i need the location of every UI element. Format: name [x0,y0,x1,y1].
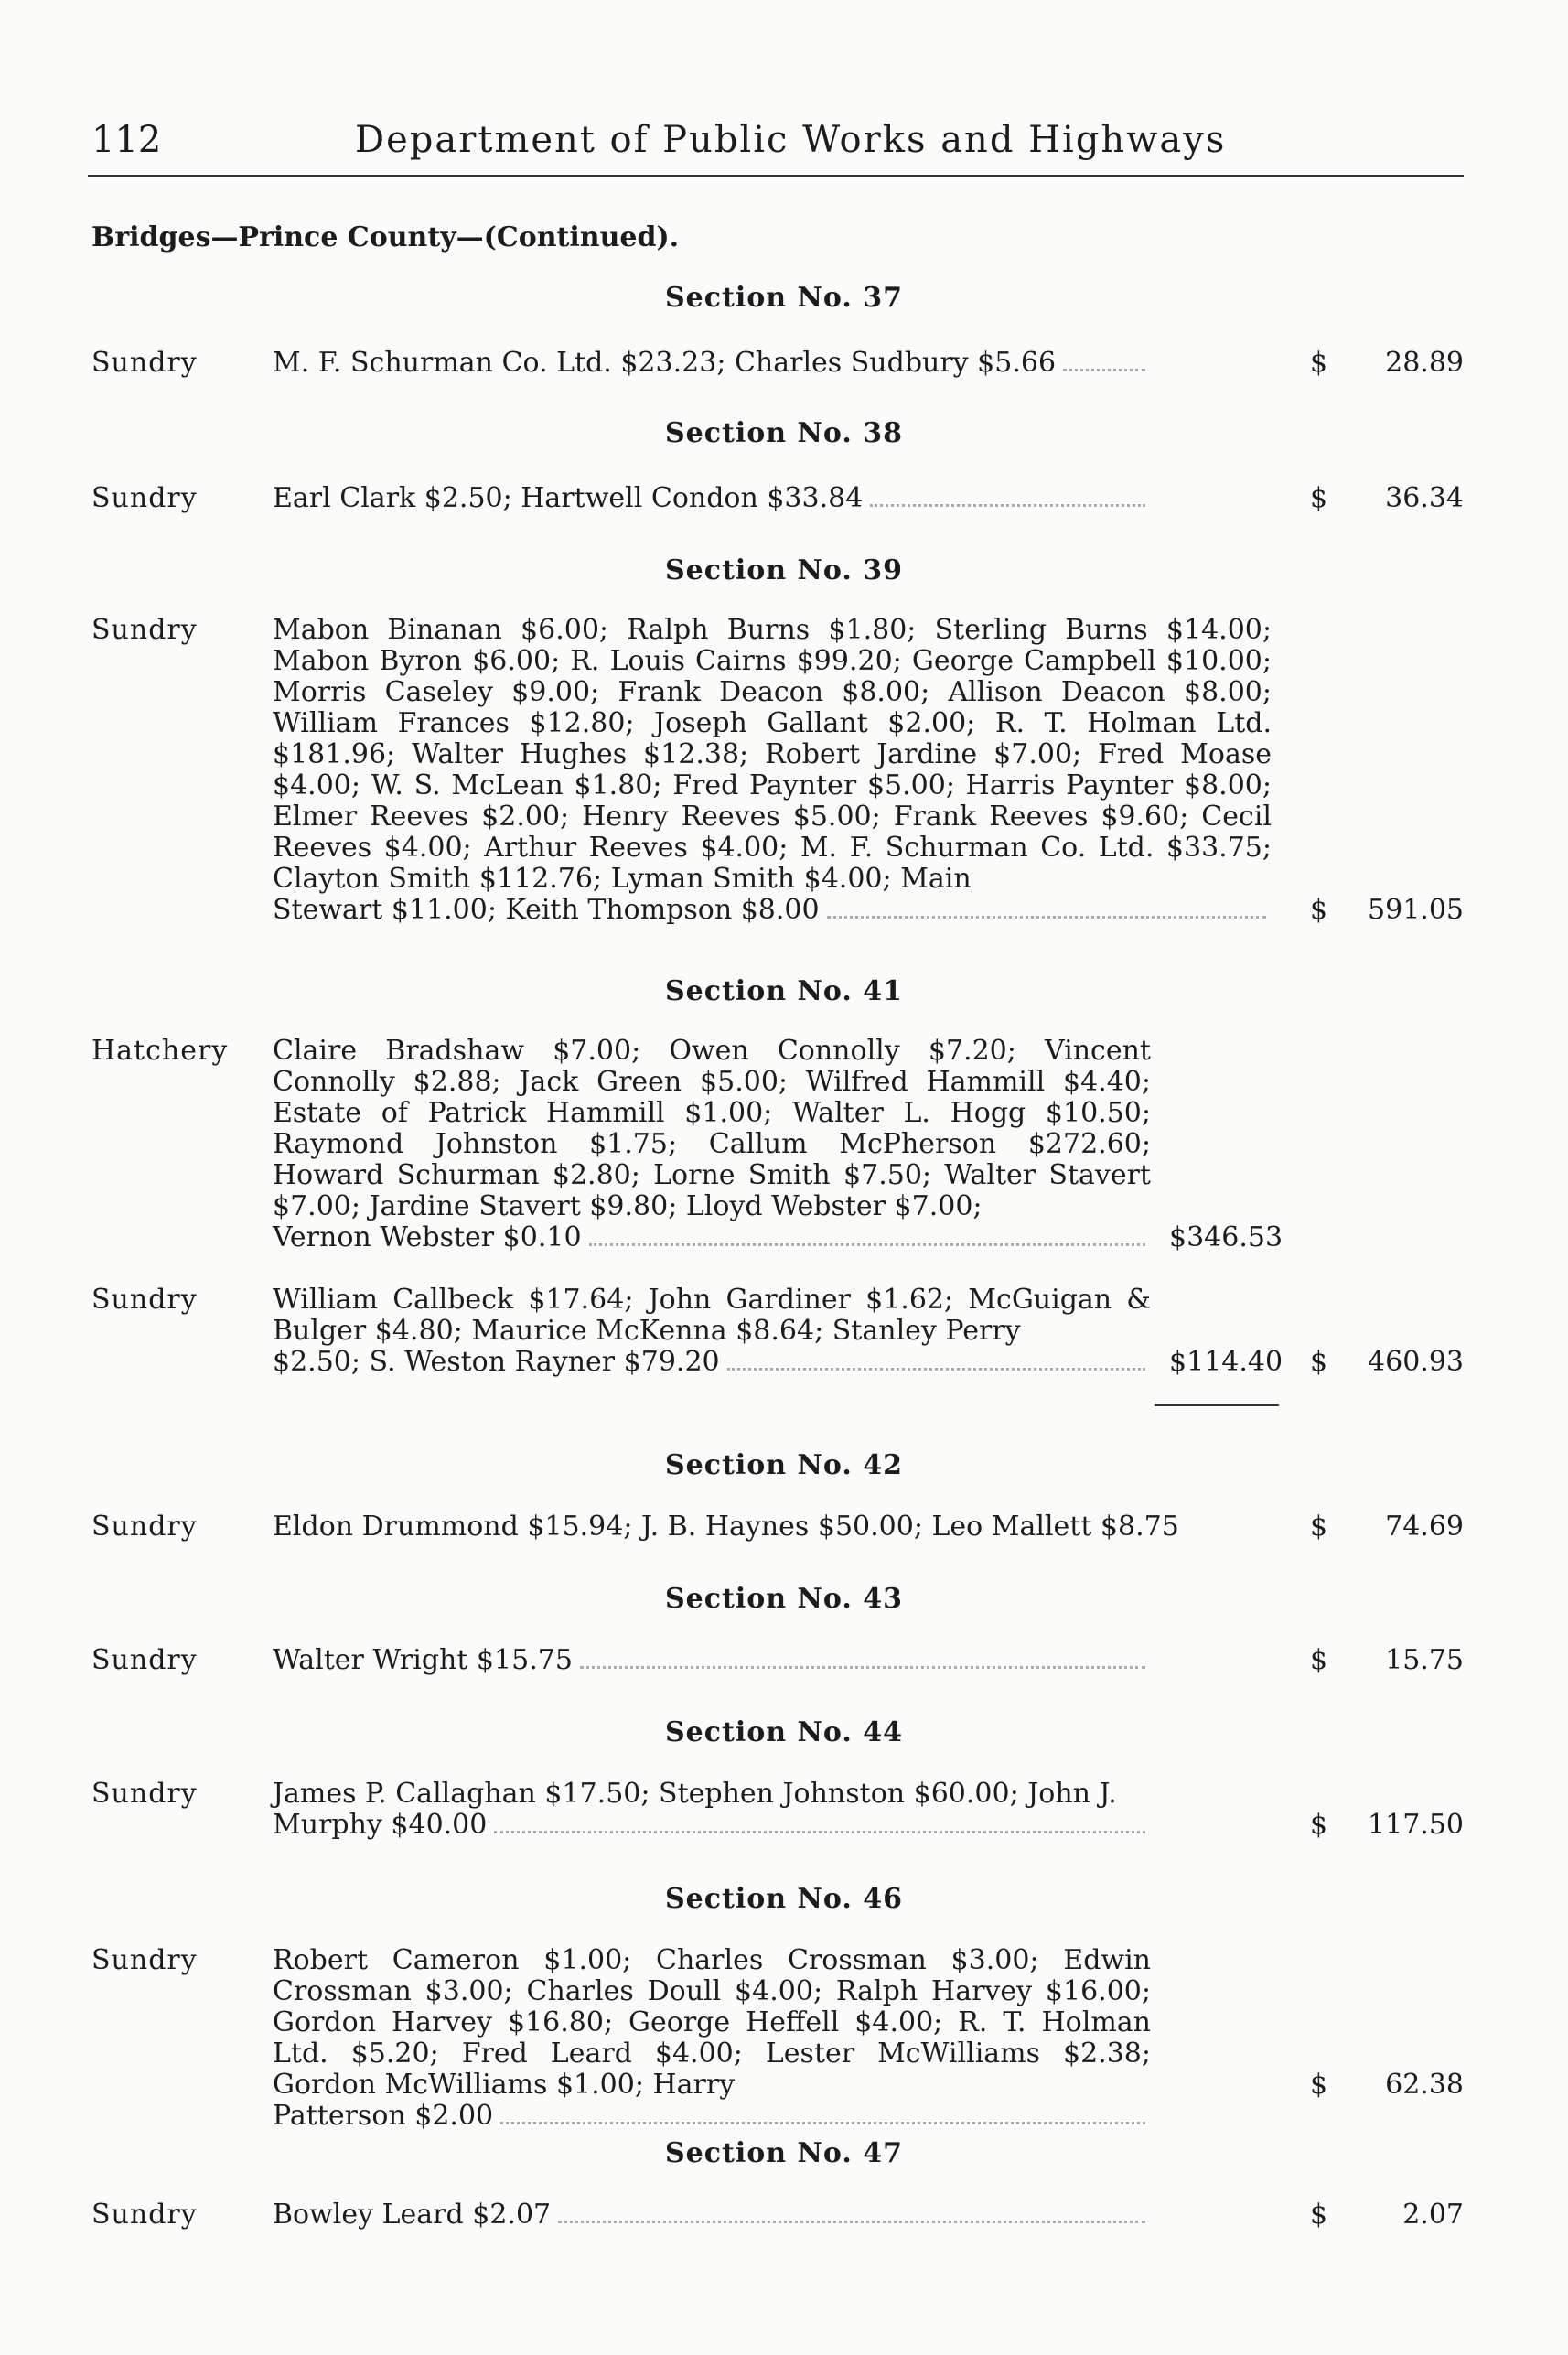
dollar-sign: $ [1310,1644,1328,1676]
entry-text-body: Mabon Binanan $6.00; Ralph Burns $1.80; Sterling Burns $14.00; Mabon Byron $6.00; R. Louis Cairns $99.20; George Campbell $10.00; Morris Caseley $9.00; Frank Deacon $8.00; Allison Deacon $8.00; William Frances $12.80; Joseph Gallant $2.00; R. T. Holman Ltd. $181.96; Walter Hughes $12.38; Robert Jardine $7.00; Fred Moase $4.00; W. S. McLean $1.80; Fred Paynter $5.00; Harris Paynter $8.00; Elmer Reeves $2.00; Henry Reeves $5.00; Frank Reeves $9.60; Cecil Reeves $4.00; Arthur Reeves $4.00; M. F. Schurman Co. Ltd. $33.75; Clayton Smith $112.76; Lyman Smith $4.00; Main [273,614,1272,895]
dollar-sign: $ [1310,1809,1328,1841]
entry-last-line: Patterson $2.00 [273,2100,494,2132]
leader-dots [1063,369,1145,371]
page-title: Department of Public Works and Highways [355,119,1227,161]
entry-text-body: William Callbeck $17.64; John Gardiner $1.62; McGuigan & Bulger $4.80; Maurice McKenna $8.64; Stanley Perry [273,1284,1151,1347]
dollar-sign: $ [1310,1346,1328,1378]
subtotal-rule [1155,1404,1279,1406]
dollar-sign: $ [1310,482,1328,514]
entry-last-line: Vernon Webster $0.10 [273,1221,582,1253]
entry-category: Sundry [91,1944,198,1976]
dollar-sign: $ [1310,1511,1328,1543]
page-header [91,119,1464,174]
entry-amount: 2.07 [1402,2199,1464,2231]
entry-subtotal: $114.40 [1169,1346,1283,1378]
entry-text [273,1511,1179,1543]
entry-subtotal: $346.53 [1169,1221,1283,1253]
section-41-title: Section No. 41 [664,975,904,1007]
entry-amount: 15.75 [1385,1644,1464,1676]
section-44-title: Section No. 44 [664,1716,904,1748]
entry-text [273,1779,1151,1841]
entry-category: Sundry [91,2199,198,2231]
section-38-title: Section No. 38 [664,417,904,449]
entry-last-line: Stewart $11.00; Keith Thompson $8.00 [273,894,820,926]
entry-text [273,1645,1151,1676]
page-number: 112 [91,119,162,161]
entry-amount: 36.34 [1385,482,1464,514]
dollar-sign: $ [1310,2069,1328,2101]
section-42-title: Section No. 42 [664,1449,904,1481]
dollar-sign: $ [1310,894,1328,926]
entry-category: Sundry [91,1644,198,1676]
entry-text [273,1036,1151,1253]
entry-text-body: Claire Bradshaw $7.00; Owen Connolly $7.20; Vincent Connolly $2.88; Jack Green $5.00; Wilfred Hammill $4.40; Estate of Patrick Hammill $1.00; Walter L. Hogg $10.50; Raymond Johnston $1.75; Callum McPherson $272.60; Howard Schurman $2.80; Lorne Smith $7.50; Walter Stavert $7.00; Jardine Stavert $9.80; Lloyd Webster $7.00; [273,1035,1151,1222]
entry-category: Sundry [91,1511,198,1543]
entry-last-line: Eldon Drummond $15.94; J. B. Haynes $50.00; Leo Mallett $8.75 [273,1511,1179,1543]
entry-category: Sundry [91,347,198,379]
header-rule [88,175,1464,177]
entry-amount: 28.89 [1385,347,1464,379]
section-37-title: Section No. 37 [664,282,904,314]
entry-last-line: Earl Clark $2.50; Hartwell Condon $33.84 [273,482,864,514]
leader-dots [500,2122,1145,2124]
entry-category: Hatchery [91,1035,229,1067]
section-47-title: Section No. 47 [664,2137,904,2169]
entry-text [273,483,1151,514]
entry-text [273,2199,1151,2231]
entry-category: Sundry [91,1778,198,1810]
entry-amount: 117.50 [1368,1809,1464,1841]
section-46-title: Section No. 46 [664,1883,904,1915]
leader-dots [727,1368,1145,1371]
leader-dots [827,916,1266,919]
entry-last-line: Bowley Leard $2.07 [273,2199,552,2231]
section-43-title: Section No. 43 [664,1583,904,1615]
entry-amount: 62.38 [1385,2069,1464,2101]
entry-text [273,1285,1151,1378]
entry-amount: 591.05 [1368,894,1464,926]
entry-category: Sundry [91,482,198,514]
entry-category: Sundry [91,614,198,646]
entry-amount: 74.69 [1385,1511,1464,1543]
entry-last-line: Murphy $40.00 [273,1809,488,1841]
entry-text-body: Robert Cameron $1.00; Charles Crossman $3.00; Edwin Crossman $3.00; Charles Doull $4.00; Ralph Harvey $16.00; Gordon Harvey $16.80; George Heffell $4.00; R. T. Holman Ltd. $5.20; Fred Leard $4.00; Lester McWilliams $2.38; Gordon McWilliams $1.00; Harry [273,1944,1151,2101]
leader-dots [870,504,1145,507]
entry-last-line: M. F. Schurman Co. Ltd. $23.23; Charles Sudbury $5.66 [273,347,1057,379]
leader-dots [494,1831,1145,1833]
entry-text [273,348,1151,379]
entry-last-line: Walter Wright $15.75 [273,1644,573,1676]
section-heading: Bridges—Prince County—(Continued). [91,221,680,253]
entry-text-body: James P. Callaghan $17.50; Stephen Johnston $60.00; John J. [273,1778,1117,1810]
entry-text [273,615,1272,926]
entry-category: Sundry [91,1284,198,1316]
leader-dots [580,1666,1145,1669]
dollar-sign: $ [1310,2199,1328,2231]
entry-amount: 460.93 [1368,1346,1464,1378]
leader-dots [589,1243,1145,1246]
dollar-sign: $ [1310,347,1328,379]
leader-dots [558,2221,1145,2223]
entry-last-line: $2.50; S. Weston Rayner $79.20 [273,1346,720,1378]
section-39-title: Section No. 39 [664,554,904,586]
entry-text [273,1945,1151,2132]
